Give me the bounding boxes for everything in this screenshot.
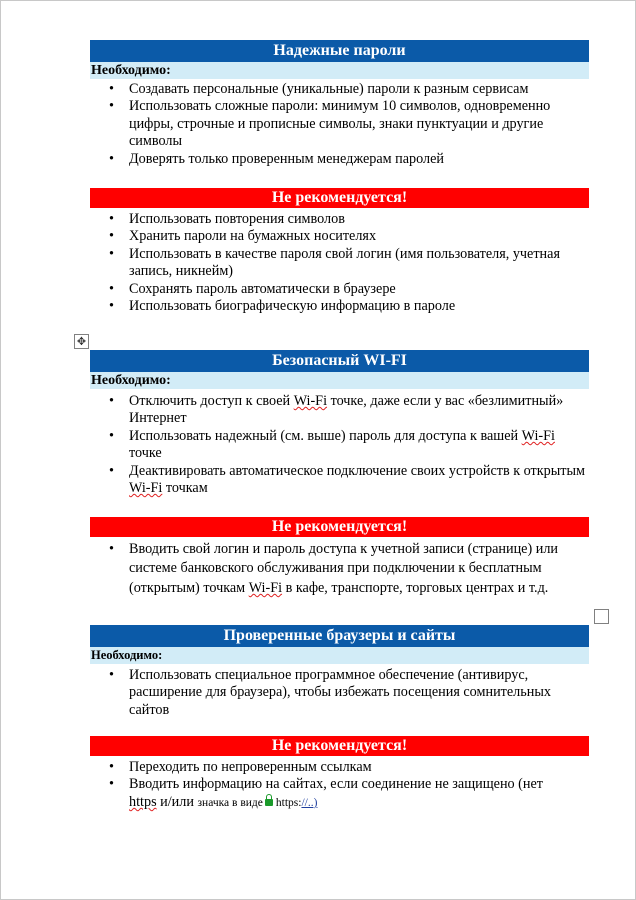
not-list: [90, 211, 589, 315]
section-wifi: [90, 350, 589, 497]
wifi-word: Wi-Fi: [293, 393, 328, 409]
list-item: • Хранить пароли на бумажных носителях: [129, 228, 589, 245]
list-item: • Переходить по непроверенным ссылкам: [129, 759, 589, 776]
item-text: и/или: [156, 793, 198, 810]
list-item: • Использовать надежный (см. выше) пароль для доступа к вашей Wi-Fi точке: [129, 428, 589, 463]
wifi-word: Wi-Fi: [129, 480, 163, 497]
list-item: • Использовать повторения символов: [129, 211, 589, 228]
list-item: • Отключить доступ к своей Wi-Fi точке, даже если у вас «безлимитный» Интернет: [129, 393, 589, 428]
list-item: • Использовать биографическую информацию в пароле: [129, 298, 589, 315]
list-item: • Использовать специальное программное обеспечение (антивирус, расширение для браузера), чтобы избежать посещения сомнительных сайтов: [129, 667, 589, 719]
section-browsers: [90, 625, 589, 719]
list-item: • Использовать сложные пароли: минимум 10 символов, одновременно цифры, строчные и прописные символы, знаки пунктуации и другие символы: [129, 98, 589, 150]
not-recommended-title: Не рекомендуется!: [90, 517, 589, 537]
resize-box-icon[interactable]: [594, 609, 609, 624]
list-item: • Использовать в качестве пароля свой логин (имя пользователя, учетная запись, никнейм): [129, 246, 589, 281]
lock-icon: [265, 799, 273, 806]
list-item: • Сохранять пароль автоматически в браузере: [129, 281, 589, 298]
list-item: • Вводить свой логин и пароль доступа к учетной записи (странице) или системе банковского обслуживания при подключении к бесплатным (открытым) точкам Wi-Fi в кафе, транспорте, торговых центрах и т.д.: [129, 540, 589, 598]
not-list: [90, 759, 589, 812]
section-title: Проверенные браузеры и сайты: [90, 625, 589, 647]
list-item: • Деактивировать автоматическое подключение своих устройств к открытым Wi-Fi точкам: [129, 463, 589, 498]
not-recommended-title: Не рекомендуется!: [90, 736, 589, 756]
need-label: Необходимо:: [90, 372, 589, 389]
url-prefix: https:: [275, 796, 302, 809]
need-list: [90, 667, 589, 719]
section-title: Надежные пароли: [90, 40, 589, 62]
url-link[interactable]: //..): [301, 796, 318, 809]
list-item: [129, 776, 589, 812]
item-text: Вводить информацию на сайтах, если соединение не защищено (нет: [129, 776, 543, 793]
wifi-word: Wi-Fi: [521, 427, 555, 444]
https-word: https: [129, 793, 157, 810]
not-list: [90, 540, 589, 598]
wifi-word: Wi-Fi: [248, 579, 283, 596]
section-passwords: [90, 40, 589, 168]
section-title: Безопасный WI-FI: [90, 350, 589, 372]
need-label: Необходимо:: [90, 62, 589, 79]
list-item: • Доверять только проверенным менеджерам паролей: [129, 151, 589, 168]
need-list: [90, 81, 589, 168]
need-label: Необходимо:: [90, 647, 589, 664]
item-small-text: значка в виде: [197, 796, 263, 809]
list-item: • Создавать персональные (уникальные) пароли к разным сервисам: [129, 81, 589, 98]
section-wifi-not: [90, 517, 589, 598]
section-browsers-not: [90, 736, 589, 812]
move-arrows-icon[interactable]: ✥: [74, 334, 89, 349]
need-list: [90, 393, 589, 497]
section-passwords-not: [90, 188, 589, 315]
not-recommended-title: Не рекомендуется!: [90, 188, 589, 208]
